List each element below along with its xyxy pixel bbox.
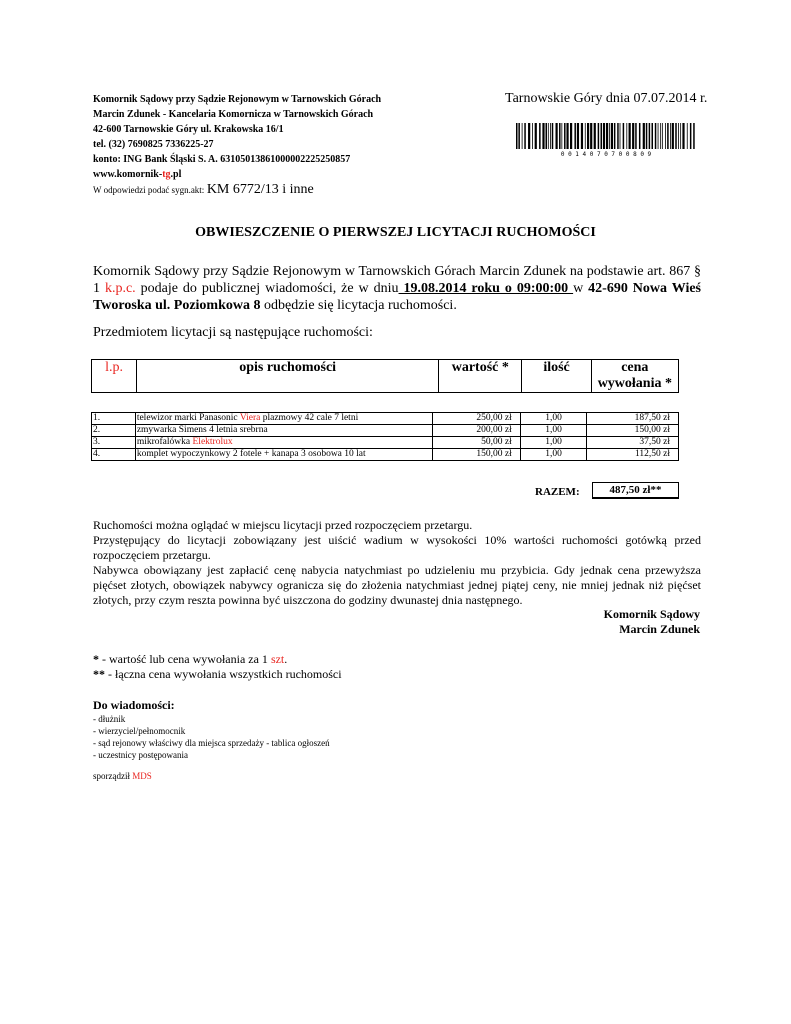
items-table	[91, 412, 679, 461]
cell-opis: mikrofalówka Elektrolux	[135, 437, 432, 449]
header-line-1: Komornik Sądowy przy Sądzie Rejonowym w Tarnowskich Górach	[93, 94, 382, 105]
cell-ilosc: 1,00	[520, 449, 587, 461]
cell-cena: 187,50 zł	[587, 413, 679, 425]
terms-payment: Nabywca obowiązany jest zapłacić cenę nabycia natychmiast po udzieleniu mu przybicia. Gdy jednak cena przewyższa pięćset złotych, obowiązek nabywcy ogranicza się do złożenia natychmiast jednej piątej ceny, nie mniej jednak niż pięćset złotych, przy czym reszta powinna być uiszczona do godziny dwunastej dnia następnego.	[93, 563, 701, 607]
subject-line: Przedmiotem licytacji są następujące ruchomości:	[93, 325, 373, 340]
barcode-icon	[516, 123, 696, 157]
footnotes	[93, 652, 342, 682]
recipient-item: - dłużnik	[93, 714, 126, 724]
header-cena: cena wywołania *	[591, 360, 678, 393]
table-row	[92, 425, 679, 437]
header-ilosc: ilość	[522, 360, 591, 393]
case-reference: W odpowiedzi podać sygn.akt: KM 6772/13 i inne	[93, 182, 314, 197]
header-lp: l.p.	[92, 360, 137, 393]
header-phone: tel. (32) 7690825 7336225-27	[93, 139, 214, 150]
header-wartosc: wartość *	[439, 360, 522, 393]
header-website[interactable]: www.komornik-tg.pl	[93, 169, 182, 180]
footnote-2: ** - łączna cena wywołania wszystkich ruchomości	[93, 667, 342, 681]
terms-viewing: Ruchomości można oglądać w miejscu licytacji przed rozpoczęciem przetargu.	[93, 518, 473, 532]
signature: Komornik Sądowy Marcin Zdunek	[603, 607, 700, 636]
total-label: RAZEM:	[535, 486, 580, 498]
cell-lp: 3.	[92, 437, 136, 449]
bailiff-header	[93, 92, 381, 198]
header-bank-account: konto: ING Bank Śląski S. A. 63105013861000002225250857	[93, 154, 351, 165]
items-table-header	[91, 359, 679, 393]
auction-place: 42-690 Nowa Wieś Tworoska ul. Poziomkowa 8	[93, 281, 701, 313]
auction-terms	[93, 518, 701, 608]
table-row	[92, 449, 679, 461]
cell-ilosc: 1,00	[520, 425, 587, 437]
intro-paragraph: Komornik Sądowy przy Sądzie Rejonowym w Tarnowskich Górach Marcin Zdunek na podstawie art. 867 § 1 k.p.c. podaje do publicznej wiadomości, że w dniu 19.08.2014 roku o 09:00:00 w 42-690 Nowa Wieś Tworoska ul. Poziomkowa 8 odbędzie się licytacja ruchomości.	[93, 264, 701, 313]
total-value: 487,50 zł**	[592, 482, 679, 499]
cell-lp: 4.	[92, 449, 136, 461]
notice-title: OBWIESZCZENIE O PIERWSZEJ LICYTACJI RUCHOMOŚCI	[195, 225, 596, 240]
auction-date: 19.08.2014 roku o 09:00:00	[398, 281, 574, 296]
cell-opis: komplet wypoczynkowy 2 fotele + kanapa 3 osobowa 10 lat	[135, 449, 432, 461]
recipient-item: - wierzyciel/pełnomocnik	[93, 726, 186, 736]
document-date: Tarnowskie Góry dnia 07.07.2014 r.	[505, 91, 708, 106]
prepared-by: sporządził MDS	[93, 771, 152, 781]
terms-deposit: Przystępujący do licytacji zobowiązany jest uiścić wadium w wysokości 10% wartości ruchomości gotówką przed rozpoczęciem przetargu.	[93, 533, 701, 562]
cell-opis: zmywarka Simens 4 letnia srebrna	[135, 425, 432, 437]
cell-ilosc: 1,00	[520, 413, 587, 425]
cell-lp: 2.	[92, 425, 136, 437]
table-row	[92, 437, 679, 449]
cell-cena: 112,50 zł	[587, 449, 679, 461]
recipient-item: - uczestnicy postępowania	[93, 750, 188, 760]
cell-wartosc: 150,00 zł	[432, 449, 520, 461]
barcode-digits: 0 0 1 4 0 7 0 7 0 0 8 0 9	[560, 151, 652, 157]
recipients-list	[93, 713, 330, 761]
header-address: 42-600 Tarnowskie Góry ul. Krakowska 16/1	[93, 124, 284, 135]
cell-lp: 1.	[92, 413, 136, 425]
kpc-abbrev: k.p.c.	[104, 281, 136, 296]
header-opis: opis ruchomości	[137, 360, 439, 393]
cell-cena: 150,00 zł	[587, 425, 679, 437]
cell-opis: telewizor marki Panasonic Viera plazmowy 42 cale 7 letni	[135, 413, 432, 425]
cell-wartosc: 50,00 zł	[432, 437, 520, 449]
header-line-2: Marcin Zdunek - Kancelaria Komornicza w Tarnowskich Górach	[93, 109, 374, 120]
table-row	[92, 413, 679, 425]
cell-wartosc: 200,00 zł	[432, 425, 520, 437]
recipient-item: - sąd rejonowy właściwy dla miejsca sprzedaży - tablica ogłoszeń	[93, 738, 330, 748]
cell-ilosc: 1,00	[520, 437, 587, 449]
recipients-title: Do wiadomości:	[93, 698, 175, 712]
cell-cena: 37,50 zł	[587, 437, 679, 449]
cell-wartosc: 250,00 zł	[432, 413, 520, 425]
footnote-1: * - wartość lub cena wywołania za 1 szt.	[93, 652, 288, 666]
